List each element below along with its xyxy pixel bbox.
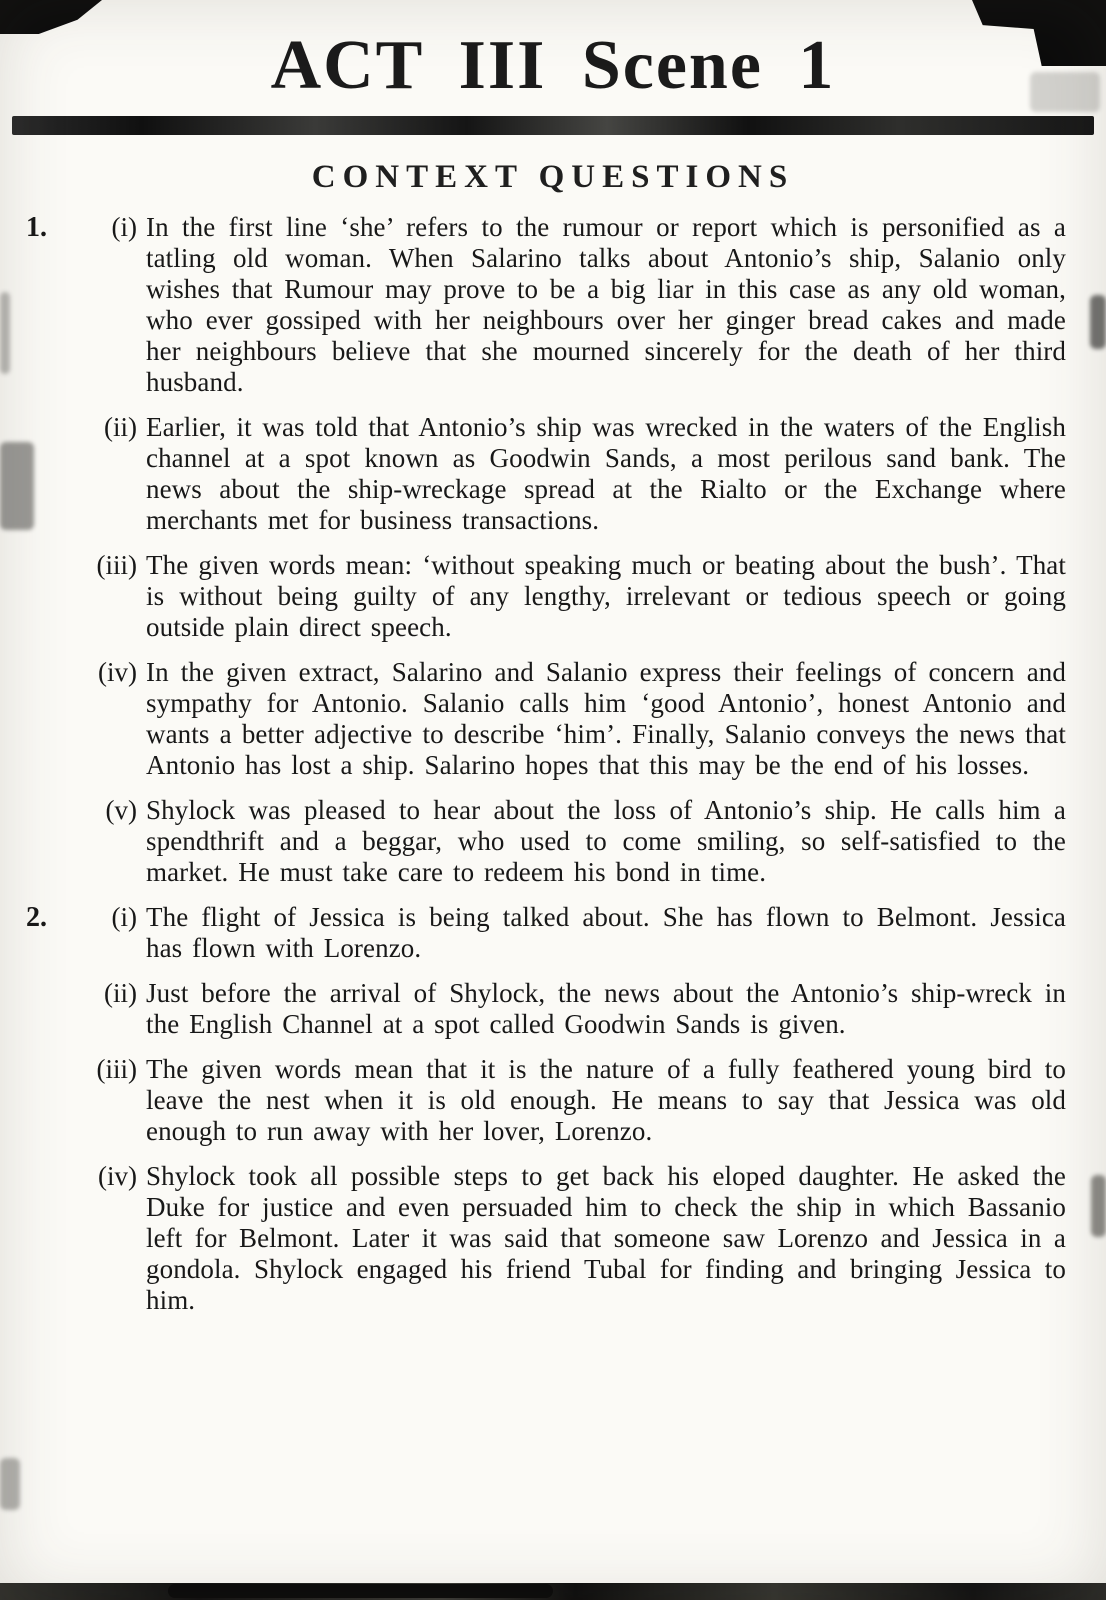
answer-label: (i) bbox=[111, 902, 137, 932]
answer-label: (iv) bbox=[98, 657, 137, 687]
answer-text: In the given extract, Salarino and Salanio express their feelings of concern and sympathy for Antonio. Salanio calls him ‘good Antonio’, honest Antonio and wants a better adjective to describe ‘him’. Finally, Salanio conveys the news that Antonio has lost a ship. Salarino hopes that this may be the end of his losses. bbox=[146, 657, 1066, 780]
answer-text: Shylock took all possible steps to get back his eloped daughter. He asked the Duke for justice and even persuaded him to check the ship in which Bassanio left for Belmont. Later it was said that someone saw Lorenzo and Jessica in a gondola. Shylock engaged his friend Tubal for finding and bringing Jessica to him. bbox=[146, 1161, 1066, 1315]
question-number-spacer bbox=[26, 412, 70, 536]
answer-item-2-iv bbox=[26, 1161, 1066, 1316]
answer-label: (iv) bbox=[98, 1161, 137, 1191]
answer-text: Shylock was pleased to hear about the loss of Antonio’s ship. He calls him a spendthrift and a beggar, who used to come smiling, so self-satisfied to the market. He must take care to redeem his bond in time. bbox=[146, 795, 1066, 887]
scan-smudge bbox=[0, 1458, 20, 1510]
question-number-spacer bbox=[26, 1054, 70, 1147]
question-number-spacer bbox=[26, 657, 70, 781]
question-number-spacer bbox=[26, 795, 70, 888]
answer-item-1-iii bbox=[26, 550, 1066, 643]
scan-artifact-bottom-bar bbox=[0, 1583, 1106, 1600]
section-heading: CONTEXT QUESTIONS bbox=[311, 159, 795, 195]
answer-item-1-i bbox=[26, 212, 1066, 398]
answer-label: (iii) bbox=[96, 550, 137, 580]
answer-text: Earlier, it was told that Antonio’s ship was wrecked in the waters of the English channel at a spot known as Goodwin Sands, a most perilous sand bank. The news about the ship-wreckage spread at the Rialto or the Exchange where merchants met for business transactions. bbox=[146, 412, 1066, 535]
answer-text: The given words mean: ‘without speaking much or beating about the bush’. That is without being guilty of any lengthy, irrelevant or tedious speech or going outside plain direct speech. bbox=[146, 550, 1066, 642]
answer-label: (i) bbox=[111, 212, 137, 242]
question-number-spacer bbox=[26, 1161, 70, 1316]
title-divider-bar bbox=[12, 116, 1094, 135]
question-number-spacer bbox=[26, 978, 70, 1040]
question-number: 1. bbox=[26, 212, 47, 243]
answers-list bbox=[0, 196, 1106, 1316]
answer-text: The given words mean that it is the nature of a fully feathered young bird to leave the nest when it is old enough. He means to say that Jessica was old enough to run away with her lover, Lorenzo. bbox=[146, 1054, 1066, 1146]
answer-item-2-iii bbox=[26, 1054, 1066, 1147]
answer-label: (iii) bbox=[96, 1054, 137, 1084]
answer-item-1-v bbox=[26, 795, 1066, 888]
answer-item-2-ii bbox=[26, 978, 1066, 1040]
scan-artifact-bottom-blob bbox=[168, 1584, 553, 1598]
question-number: 2. bbox=[26, 902, 47, 933]
question-number-spacer bbox=[26, 550, 70, 643]
answer-label: (ii) bbox=[104, 978, 137, 1008]
answer-text: In the first line ‘she’ refers to the rumour or report which is personified as a tatling old woman. When Salarino talks about Antonio’s ship, Salanio only wishes that Rumour may prove to be a big liar in this case as any old woman, who ever gossiped with her neighbours over her ginger bread cakes and made her neighbours believe that she mourned sincerely for the death of her third husband. bbox=[146, 212, 1066, 397]
page-title: ACT III Scene 1 bbox=[270, 27, 836, 104]
answer-item-1-ii bbox=[26, 412, 1066, 536]
answer-text: The flight of Jessica is being talked about. She has flown to Belmont. Jessica has flown with Lorenzo. bbox=[146, 902, 1066, 963]
answer-label: (v) bbox=[105, 795, 137, 825]
answer-item-1-iv bbox=[26, 657, 1066, 781]
answer-item-2-i bbox=[26, 902, 1066, 964]
answer-label: (ii) bbox=[104, 412, 137, 442]
answer-text: Just before the arrival of Shylock, the news about the Antonio’s ship-wreck in the English Channel at a spot called Goodwin Sands is given. bbox=[146, 978, 1066, 1039]
